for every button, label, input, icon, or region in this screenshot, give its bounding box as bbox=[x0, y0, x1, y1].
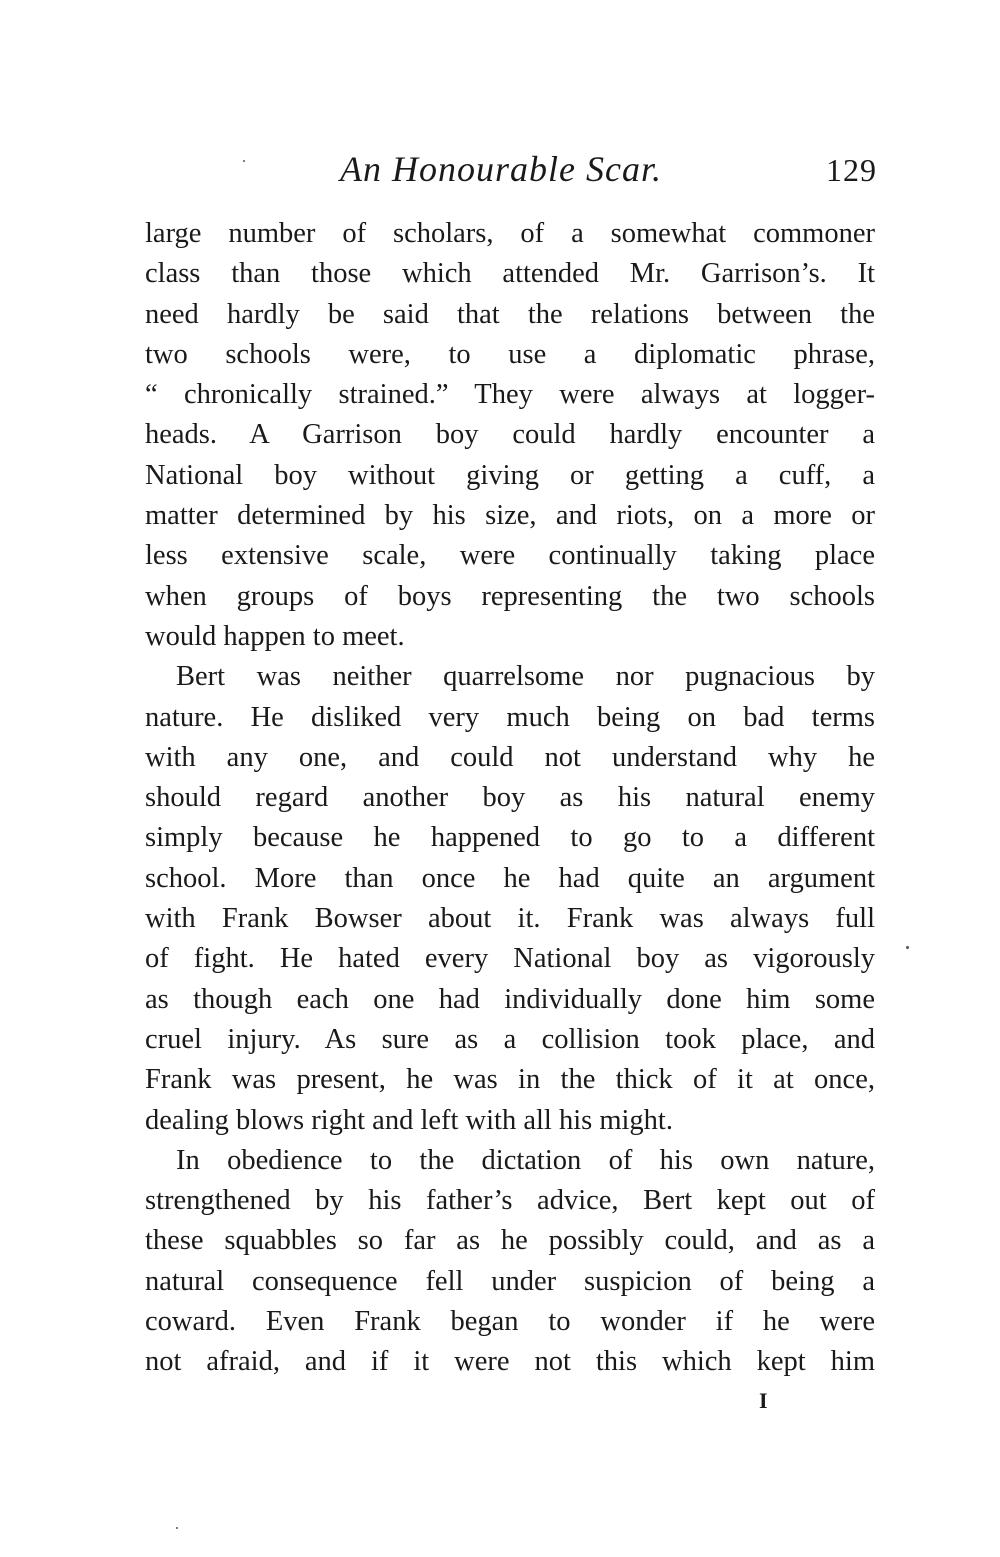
text-line: simply because he happened to go to a different bbox=[145, 822, 875, 854]
text-line: natural consequence fell under suspicion of being a bbox=[145, 1265, 875, 1297]
text-line: class than those which attended Mr. Garrison’s. It bbox=[145, 258, 875, 290]
text-line: strengthened by his father’s advice, Bert kept out of bbox=[145, 1185, 875, 1217]
text-line: National boy without giving or getting a cuff, a bbox=[145, 459, 875, 491]
text-line: dealing blows right and left with all his might. bbox=[145, 1104, 673, 1136]
body-text bbox=[145, 214, 875, 1383]
print-speck bbox=[243, 160, 245, 162]
running-title: An Honourable Scar. bbox=[340, 149, 662, 189]
page-number: 129 bbox=[826, 152, 877, 188]
text-line: need hardly be said that the relations between the bbox=[145, 298, 875, 330]
text-line: cruel injury. As sure as a collision took place, and bbox=[145, 1023, 875, 1055]
text-line: with any one, and could not understand why he bbox=[145, 741, 875, 773]
text-line: nature. He disliked very much being on bad terms bbox=[145, 701, 875, 733]
text-line: as though each one had individually done him some bbox=[145, 983, 875, 1015]
text-line: would happen to meet. bbox=[145, 620, 405, 652]
text-line: of fight. He hated every National boy as vigorously bbox=[145, 943, 875, 975]
text-line: with Frank Bowser about it. Frank was always full bbox=[145, 903, 875, 935]
text-line: Bert was neither quarrelsome nor pugnacious by bbox=[176, 661, 875, 693]
text-line: coward. Even Frank began to wonder if he were bbox=[145, 1306, 875, 1338]
signature-mark: I bbox=[759, 1388, 768, 1413]
text-line: matter determined by his size, and riots, on a more or bbox=[145, 500, 875, 532]
text-line: school. More than once he had quite an argument bbox=[145, 862, 875, 894]
text-line: not afraid, and if it were not this which kept him bbox=[145, 1346, 875, 1378]
text-line: these squabbles so far as he possibly could, and as a bbox=[145, 1225, 875, 1257]
print-speck bbox=[176, 1527, 178, 1529]
text-line: should regard another boy as his natural enemy bbox=[145, 782, 875, 814]
print-speck bbox=[906, 946, 909, 949]
text-line: two schools were, to use a diplomatic phrase, bbox=[145, 338, 875, 370]
text-line: when groups of boys representing the two schools bbox=[145, 580, 875, 612]
text-line: less extensive scale, were continually taking place bbox=[145, 540, 875, 572]
running-header bbox=[145, 148, 879, 196]
text-line: Frank was present, he was in the thick of it at once, bbox=[145, 1064, 875, 1096]
text-line: “ chronically strained.” They were always at logger- bbox=[145, 379, 875, 411]
text-line: In obedience to the dictation of his own nature, bbox=[176, 1144, 875, 1176]
text-line: heads. A Garrison boy could hardly encounter a bbox=[145, 419, 875, 451]
text-line: large number of scholars, of a somewhat commoner bbox=[145, 218, 875, 249]
